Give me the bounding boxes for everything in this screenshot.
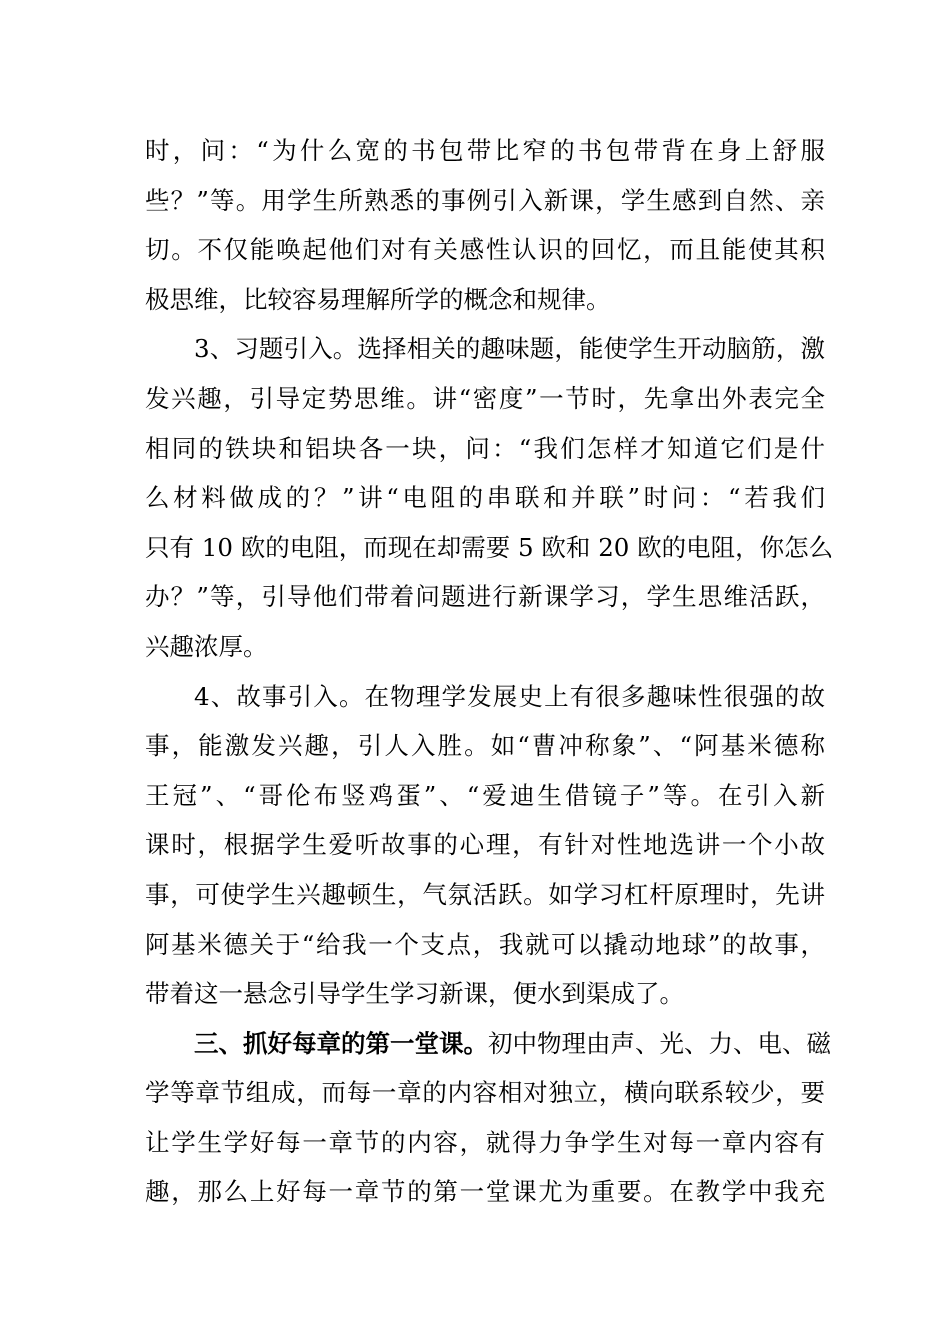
- text-line-rest: 初中物理由声、光、力、电、磁: [488, 1028, 831, 1058]
- text-line: 趣，那么上好每一章节的第一堂课尤为重要。在教学中我充: [145, 1177, 825, 1207]
- text-line: 切。不仅能唤起他们对有关感性认识的回忆，而且能使其积: [145, 235, 825, 265]
- text-line: 发兴趣，引导定势思维。讲“密度”一节时，先拿出外表完全: [145, 383, 825, 413]
- text-line: 4、故事引入。在物理学发展史上有很多趣味性很强的故: [194, 681, 825, 711]
- text-line: 相同的铁块和铝块各一块，问：“我们怎样才知道它们是什: [145, 433, 825, 463]
- text-line: 事，能激发兴趣，引人入胜。如“曹冲称象”、“阿基米德称: [145, 731, 825, 761]
- text-line: 让学生学好每一章节的内容，就得力争学生对每一章内容有: [145, 1127, 825, 1157]
- text-line: 学等章节组成，而每一章的内容相对独立，横向联系较少，要: [145, 1078, 825, 1108]
- text-line: 王冠”、“哥伦布竖鸡蛋”、“爱迪生借镜子”等。在引入新: [145, 780, 825, 810]
- text-line: 些？”等。用学生所熟悉的事例引入新课，学生感到自然、亲: [145, 185, 825, 215]
- text-line: 3、习题引入。选择相关的趣味题，能使学生开动脑筋，激: [194, 334, 825, 364]
- text-line: 办？”等，引导他们带着问题进行新课学习，学生思维活跃，: [145, 582, 825, 612]
- text-line: 么材料做成的？”讲“电阻的串联和并联”时问：“若我们: [145, 483, 825, 513]
- text-line: 阿基米德关于“给我一个支点，我就可以撬动地球”的故事，: [145, 929, 825, 959]
- text-line: [145, 1019, 831, 1069]
- text-line: 时，问：“为什么宽的书包带比窄的书包带背在身上舒服: [145, 136, 825, 165]
- body-text: [145, 126, 834, 1217]
- text-line: 只有 10 欧的电阻，而现在却需要 5 欧和 20 欧的电阻，你怎么: [145, 532, 834, 562]
- text-line: 事，可使学生兴趣顿生，气氛活跃。如学习杠杆原理时，先讲: [145, 879, 825, 909]
- text-line: 带着这一悬念引导学生学习新课，便水到渠成了。: [145, 979, 684, 1009]
- text-line: 兴趣浓厚。: [145, 631, 268, 661]
- text-line: 极思维，比较容易理解所学的概念和规律。: [145, 284, 611, 314]
- section-heading: 三、抓好每章的第一堂课。: [194, 1028, 488, 1058]
- text-line: 课时，根据学生爱听故事的心理，有针对性地选讲一个小故: [145, 830, 825, 860]
